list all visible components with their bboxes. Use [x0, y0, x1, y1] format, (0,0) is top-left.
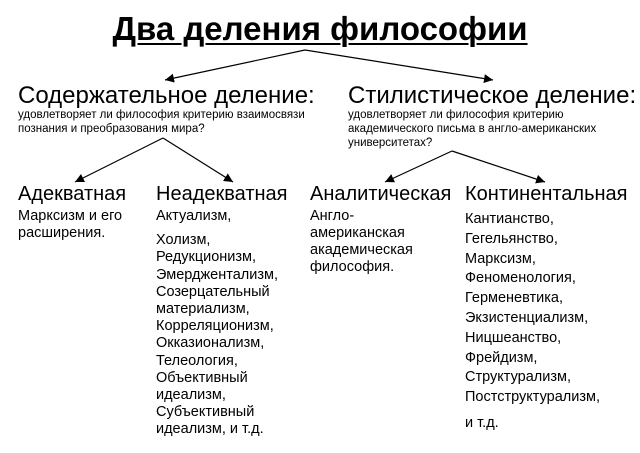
list-item: Холизм, — [156, 232, 211, 249]
content-description-line: познания и преобразования мира? — [18, 123, 205, 135]
arrow-stylistic-to-analytic — [385, 151, 452, 182]
category-adequate-title: Адекватная — [18, 183, 127, 205]
content-division-description — [18, 108, 305, 136]
list-item: идеализм, — [156, 387, 226, 404]
page-title: Два деления философии — [112, 10, 528, 47]
category-continental-title: Континентальная — [465, 183, 628, 205]
list-item: Герменевтика, — [465, 290, 563, 307]
list-item: Субъективный — [156, 404, 255, 421]
category-inadequate-list — [156, 208, 278, 439]
list-item: Объективный — [156, 369, 248, 386]
category-continental-list — [465, 210, 600, 434]
arrow-title-to-stylistic — [305, 50, 493, 80]
list-item: Кантианство, — [465, 211, 554, 227]
list-item: Редукционизм, — [156, 249, 257, 266]
list-item: Актуализм, — [156, 208, 232, 224]
arrow-content-to-adequate — [75, 138, 163, 182]
arrow-stylistic-to-continental — [452, 151, 545, 182]
content-division-title: Содержательное деление: — [18, 82, 315, 109]
stylistic-description-line: удовлетворяет ли философия критерию — [348, 109, 564, 121]
list-item: Марксизм, — [465, 250, 536, 267]
arrow-title-to-content — [165, 50, 305, 80]
arrow-content-to-inadequate — [163, 138, 233, 182]
analytic-text-line: американская — [310, 225, 405, 241]
adequate-text-line: расширения. — [18, 225, 106, 241]
analytic-text-line: академическая — [310, 242, 413, 258]
list-item: Экзистенциализм, — [465, 309, 589, 326]
list-item: Созерцательный — [156, 283, 270, 300]
list-item: Гегельянство, — [465, 230, 558, 247]
analytic-text-line: философия. — [310, 259, 395, 275]
list-item: и т.д. — [465, 414, 499, 431]
list-item: Структурализм, — [465, 369, 571, 386]
list-item: Окказионализм, — [156, 335, 265, 352]
category-analytic-text — [310, 208, 413, 276]
list-item: Фрейдизм, — [465, 349, 538, 366]
stylistic-description-line: университетах? — [348, 137, 433, 149]
list-item: Ницшеанство, — [465, 329, 562, 346]
category-analytic-title: Аналитическая — [310, 183, 452, 205]
category-inadequate-title: Неадекватная — [156, 183, 288, 205]
list-item: Постструктурализм, — [465, 389, 600, 406]
list-item: материализм, — [156, 301, 250, 318]
list-item: Феноменология, — [465, 270, 576, 287]
stylistic-division-description — [348, 108, 596, 150]
list-item: Корреляционизм, — [156, 318, 274, 335]
content-description-line: удовлетворяет ли философия критерию взаимосвязи — [18, 109, 305, 121]
stylistic-division-title: Стилистическое деление: — [348, 82, 637, 109]
list-item: идеализм, и т.д. — [156, 421, 264, 438]
stylistic-description-line: академического письма в англо-американских — [348, 123, 597, 135]
list-item: Эмерджентализм, — [156, 266, 279, 283]
adequate-text-line: Марксизм и его — [18, 208, 123, 224]
category-adequate-text — [18, 208, 122, 242]
analytic-text-line: Англо- — [310, 208, 355, 224]
list-item: Телеология, — [156, 352, 238, 369]
